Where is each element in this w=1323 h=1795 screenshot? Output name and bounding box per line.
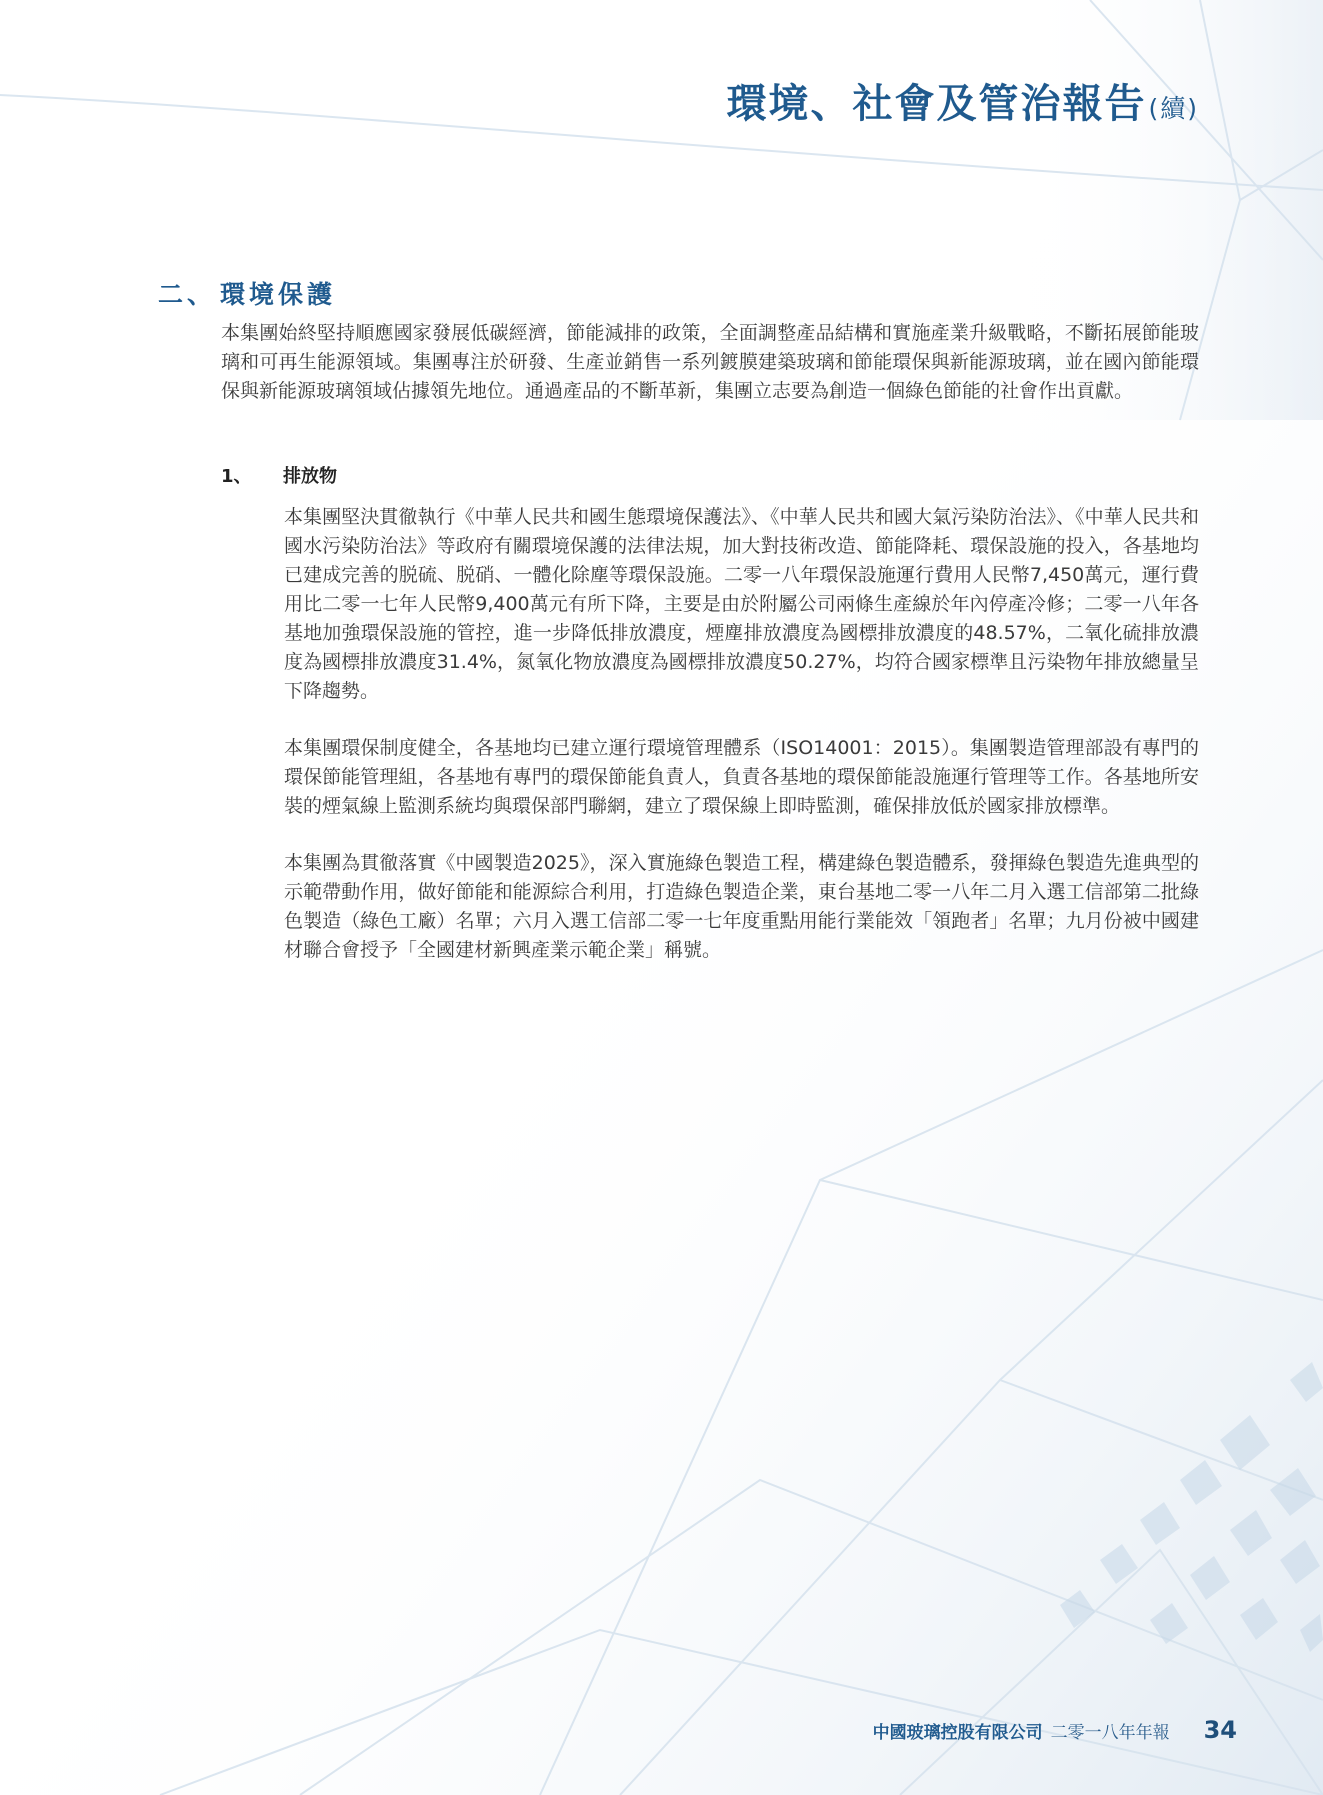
body-paragraph: 本集團環保制度健全，各基地均已建立運行環境管理體系（ISO14001：2015）。集團製造管理部設有專門的環保節能管理組，各基地有專門的環保節能負責人，負責各基地的環保節能設施運行管理等工作。各基地所安裝的煙氣線上監測系統均與環保部門聯網，建立了環保線上即時監測，確保排放低於國家排放標準。 — [284, 737, 1199, 817]
section-number: 二、 — [158, 280, 217, 309]
subsection-number: 1、 — [221, 466, 252, 487]
body-paragraph: 本集團為貫徹落實《中國製造2025》，深入實施綠色製造工程，構建綠色製造體系，發揮綠色製造先進典型的示範帶動作用，做好節能和能源綜合利用，打造綠色製造企業，東台基地二零一八年二月入選工信部第二批綠色製造（綠色工廠）名單；六月入選工信部二零一七年度重點用能行業能效「領跑者」名單；九月份被中國建材聯合會授予「全國建材新興產業示範企業」稱號。 — [284, 852, 1199, 961]
section-heading — [158, 282, 336, 307]
subsection-body — [284, 503, 1199, 993]
footer-company-name: 中國玻璃控股有限公司 — [872, 1723, 1043, 1743]
page-title-continued: (續) — [1148, 94, 1199, 123]
section-title: 環境保護 — [220, 280, 337, 309]
body-paragraph: 本集團堅決貫徹執行《中華人民共和國生態環境保護法》、《中華人民共和國大氣污染防治法》、《中華人民共和國水污染防治法》等政府有關環境保護的法律法規，加大對技術改造、節能降耗、環保設施的投入，各基地均已建成完善的脱硫、脱硝、一體化除塵等環保設施。二零一八年環保設施運行費用人民幣7,450萬元，運行費用比二零一七年人民幣9,400萬元有所下降，主要是由於附屬公司兩條生產線於年內停產冷修；二零一八年各基地加強環保設施的管控，進一步降低排放濃度，煙塵排放濃度為國標排放濃度的48.57%，二氧化硫排放濃度為國標排放濃度31.4%，氮氧化物放濃度為國標排放濃度50.27%，均符合國家標準且污染物年排放總量呈下降趨勢。 — [284, 506, 1199, 702]
footer-report-name: 二零一八年年報 — [1050, 1723, 1170, 1743]
section-intro-paragraph: 本集團始終堅持順應國家發展低碳經濟，節能減排的政策，全面調整產品結構和實施產業升級戰略，不斷拓展節能玻璃和可再生能源領域。集團專注於研發、生產並銷售一系列鍍膜建築玻璃和節能環保與新能源玻璃，並在國內節能環保與新能源玻璃領域佔據領先地位。通過產品的不斷革新，集團立志要為創造一個綠色節能的社會作出貢獻。 — [221, 322, 1199, 402]
subsection-title: 排放物 — [283, 466, 337, 487]
page-footer — [873, 1718, 1237, 1742]
page-title — [726, 81, 1199, 127]
subsection-heading — [221, 468, 337, 486]
page-number: 34 — [1203, 1716, 1237, 1744]
page-title-main: 環境、社會及管治報告 — [726, 81, 1147, 127]
